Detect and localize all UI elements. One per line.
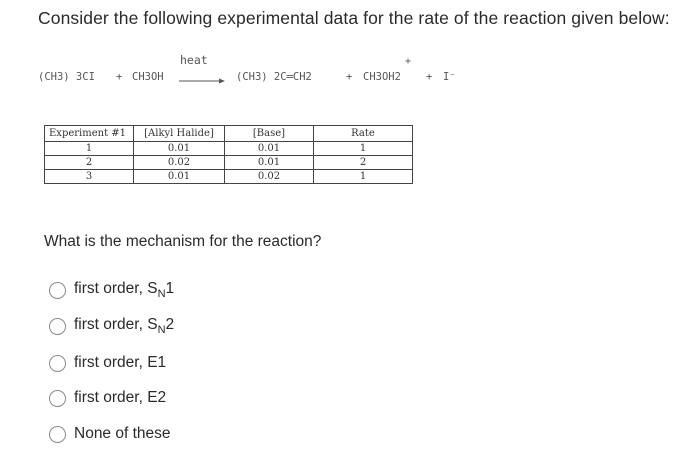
table-cell: 1 bbox=[45, 142, 134, 156]
option-sn1[interactable] bbox=[49, 279, 174, 301]
radio-button[interactable] bbox=[49, 318, 66, 335]
option-label: first order, $S_N2$ bbox=[74, 315, 175, 337]
option-e1[interactable] bbox=[49, 352, 166, 374]
option-e2[interactable] bbox=[49, 387, 166, 409]
table-cell: 1 bbox=[314, 170, 413, 184]
table-cell: 0.02 bbox=[134, 156, 225, 170]
table-header-row bbox=[45, 126, 413, 142]
reaction-arrow-icon bbox=[179, 77, 225, 85]
column-header: Experiment #1 bbox=[45, 126, 134, 142]
table-cell: 2 bbox=[45, 156, 134, 170]
question-title: Consider the following experimental data for the rate of the reaction given below: bbox=[38, 8, 670, 28]
product-protonated-methanol: CH3OH2 bbox=[363, 71, 401, 83]
product-alkene: (CH3) 2C═CH2 bbox=[236, 71, 312, 83]
table-cell: 3 bbox=[45, 170, 134, 184]
column-header: [Alkyl Halide] bbox=[134, 126, 225, 142]
radio-button[interactable] bbox=[49, 426, 66, 443]
option-label: first order, E2 bbox=[74, 389, 167, 406]
table-cell: 0.02 bbox=[225, 170, 314, 184]
option-label: None of these bbox=[74, 425, 171, 442]
reactant-alkyl-halide: (CH3) 3CI bbox=[38, 71, 95, 83]
plus-sign: + bbox=[426, 71, 433, 83]
product-iodide: I⁻ bbox=[443, 71, 456, 83]
table-cell: 0.01 bbox=[225, 156, 314, 170]
plus-sign: + bbox=[116, 71, 123, 83]
positive-charge: + bbox=[405, 56, 412, 67]
column-header: [Base] bbox=[225, 126, 314, 142]
reaction-condition: heat bbox=[180, 53, 208, 67]
option-sn2[interactable] bbox=[49, 315, 174, 337]
option-label: first order, E1 bbox=[74, 354, 167, 371]
table-row bbox=[45, 156, 413, 170]
table-cell: 2 bbox=[314, 156, 413, 170]
table-cell: 1 bbox=[314, 142, 413, 156]
rate-data-table bbox=[44, 125, 413, 184]
table-cell: 0.01 bbox=[134, 170, 225, 184]
option-label: first order, $S_N1$ bbox=[74, 279, 175, 301]
reactant-methanol: CH3OH bbox=[132, 71, 164, 83]
mechanism-question: What is the mechanism for the reaction? bbox=[44, 233, 322, 250]
option-none[interactable] bbox=[49, 423, 171, 445]
table-cell: 0.01 bbox=[134, 142, 225, 156]
plus-sign: + bbox=[346, 71, 353, 83]
radio-button[interactable] bbox=[49, 282, 66, 299]
radio-button[interactable] bbox=[49, 390, 66, 407]
radio-button[interactable] bbox=[49, 355, 66, 372]
table-cell: 0.01 bbox=[225, 142, 314, 156]
column-header: Rate bbox=[314, 126, 413, 142]
reaction-equation bbox=[38, 50, 558, 94]
table-row bbox=[45, 142, 413, 156]
table-row bbox=[45, 170, 413, 184]
